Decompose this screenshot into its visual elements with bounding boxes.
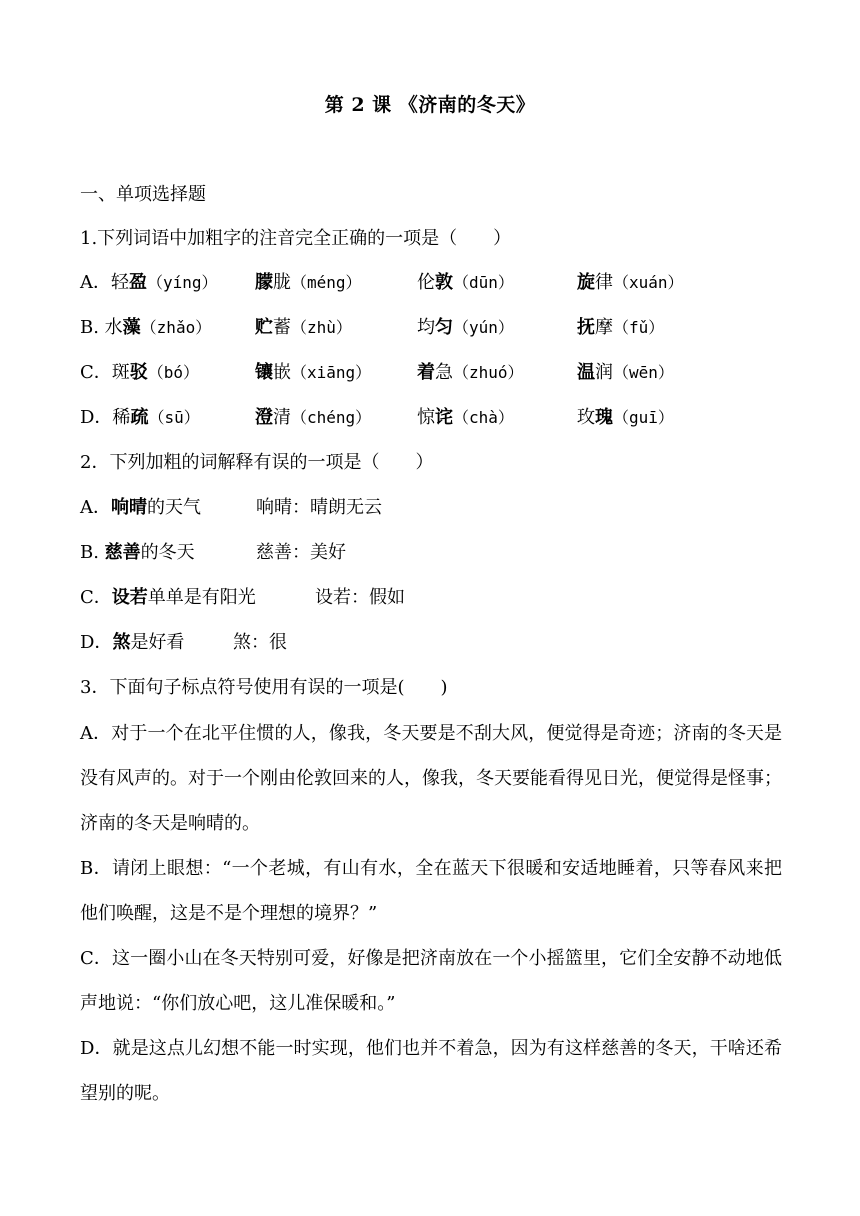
- option-explanation: 设若：假如: [315, 587, 405, 608]
- option-text: A．响晴的天气: [80, 497, 201, 518]
- option-cell: 均匀（yún）: [417, 317, 514, 338]
- question-2-option-b: [80, 540, 800, 566]
- question-1-row-c: [80, 360, 800, 386]
- question-1-stem: 1.下列词语中加粗字的注音完全正确的一项是（ ）: [80, 228, 512, 249]
- option-cell: B. 水藻（zhǎo）: [80, 317, 212, 338]
- question-1-row-d: [80, 405, 800, 431]
- option-cell: 澄清（chéng）: [255, 407, 372, 428]
- question-1-row-b: [80, 315, 800, 341]
- question-3-option-a: A．对于一个在北平住惯的人，像我，冬天要是不刮大风，便觉得是奇迹；济南的冬天是没有风声的。对于一个刚由伦敦回来的人，像我，冬天要能看得见日光，便觉得是怪事；济南的冬天是响晴的。: [80, 723, 782, 834]
- option-cell: D．稀疏（sū）: [80, 407, 200, 428]
- question-2-option-a: [80, 495, 800, 521]
- option-explanation: 响晴：晴朗无云: [256, 497, 382, 518]
- option-cell: A．轻盈（yíng）: [80, 272, 218, 293]
- option-cell: 贮蓄（zhù）: [255, 317, 352, 338]
- question-3-option-d: D．就是这点儿幻想不能一时实现，他们也并不着急，因为有这样慈善的冬天，干啥还希望别的呢。: [80, 1038, 782, 1104]
- question-2-stem: 2．下列加粗的词解释有误的一项是（ ）: [80, 452, 434, 473]
- option-cell: 镶嵌（xiāng）: [255, 362, 372, 383]
- option-text: D．煞是好看: [80, 632, 185, 653]
- question-2-option-c: [80, 585, 800, 611]
- option-text: B. 慈善的冬天: [80, 542, 195, 563]
- option-cell: 朦胧（méng）: [255, 272, 362, 293]
- option-text: C．设若单单是有阳光: [80, 587, 256, 608]
- option-cell: 温润（wēn）: [577, 362, 674, 383]
- option-cell: C．斑驳（bó）: [80, 362, 200, 383]
- option-cell: 着急（zhuó）: [417, 362, 524, 383]
- question-2-option-d: [80, 630, 800, 656]
- page-title: 第 2 课 《济南的冬天》: [324, 94, 536, 116]
- option-cell: 旋律（xuán）: [577, 272, 684, 293]
- question-3-option-c: C．这一圈小山在冬天特别可爱，好像是把济南放在一个小摇篮里，它们全安静不动地低声地说：“你们放心吧，这儿准保暖和。”: [80, 948, 782, 1014]
- option-cell: 伦敦（dūn）: [417, 272, 514, 293]
- question-1-row-a: [80, 270, 800, 296]
- section-heading: 一、单项选择题: [80, 184, 206, 205]
- option-cell: 抚摩（fǔ）: [577, 317, 665, 338]
- option-cell: 玫瑰（guī）: [577, 407, 674, 428]
- question-3-stem: 3．下面句子标点符号使用有误的一项是( ): [80, 677, 448, 698]
- question-3-option-b: B．请闭上眼想：“一个老城，有山有水，全在蓝天下很暖和安适地睡着，只等春风来把他们唤醒，这是不是个理想的境界？”: [80, 858, 782, 924]
- option-cell: 惊诧（chà）: [417, 407, 514, 428]
- option-explanation: 慈善：美好: [256, 542, 346, 563]
- option-explanation: 煞：很: [233, 632, 287, 653]
